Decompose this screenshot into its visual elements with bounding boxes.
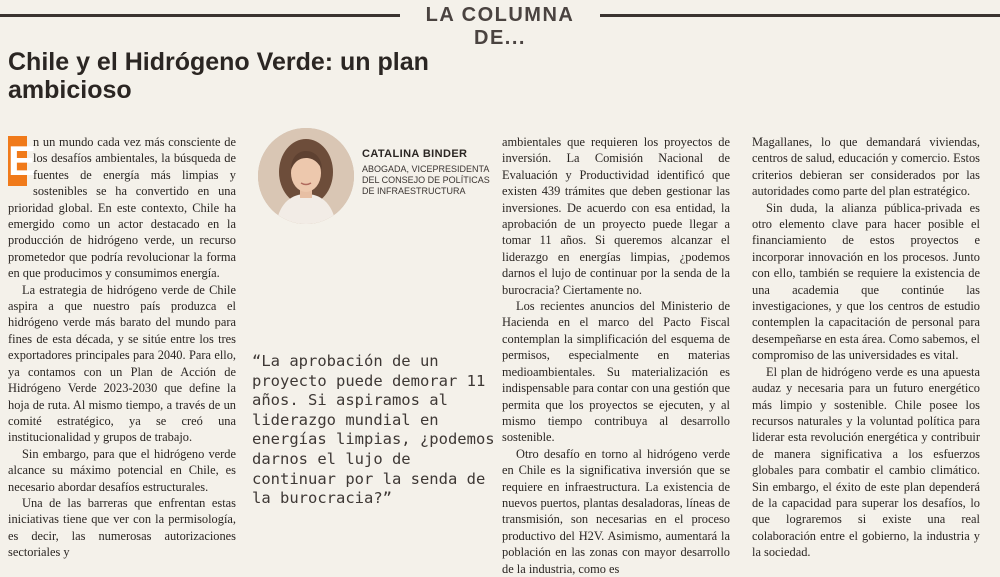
paragraph: Otro desafío en torno al hidrógeno verde en Chile es la significativa inversión que se requiere en infraestructura. La existencia de nuevos puertos, plantas desaladoras, líneas de transmisión, son necesarias en el proceso productivo del H2V. Asimismo, aumentará la población en las zonas con mayor desarrollo de la industria, como es [502,446,730,576]
paragraph-text: n un mundo cada vez más consciente de los desafíos ambientales, la búsqueda de fuentes de energía más limpias y sostenibles se ha convertido en una prioridad global. En este contexto, Chile ha emergido como un actor destacado en la producción de hidrógeno verde, un recurso prometedor que podría revolucionar la forma en que producimos y consumimos energía. [8,135,236,281]
section-label: LA COLUMNA DE... [425,4,575,49]
pull-quote: “La aprobación de un proyecto puede demorar 11 años. Si aspiramos al liderazgo mundial en energías limpias, ¿podemos darnos el lujo de continuar por la senda de la burocracia?” [252,352,495,508]
article-headline: Chile y el Hidrógeno Verde: un plan ambicioso [8,48,429,104]
section-rule-left [0,14,400,17]
paragraph: Magallanes, lo que demandará viviendas, centros de salud, educación y comercio. Estos criterios debieran ser considerados por las autoridades como parte del plan estratégico. [752,135,980,199]
author-portrait-image [258,128,354,224]
paragraph: La estrategia de hidrógeno verde de Chile aspira a que nuestro país produzca el hidrógeno verde más barato del mundo para fines de esta década, y se sitúe entre los tres exportadores principales para 2040. Para ello, ya contamos con un Plan de Acción de Hidrógeno Verde 2023-2030 que define la hoja de ruta. Al mismo tiempo, a través de un comité estratégico, ya se creó una institucionalidad y grupos de trabajo. [8,282,236,445]
paragraph: Los recientes anuncios del Ministerio de Hacienda en el marco del Pacto Fiscal contemplan la simplificación del esquema de permisos, especialmente en materias medioambientales. Su materialización es indispensable para contar con una gestión que permita que los proyectos se ejecuten, y al mismo tiempo contribuya al desarrollo sostenible. [502,299,730,445]
section-rule-right [600,14,1000,17]
paragraph [8,134,236,282]
dropcap: E [8,137,37,184]
author-role: ABOGADA, VICEPRESIDENTA DEL CONSEJO DE POLÍTICAS DE INFRAESTRUCTURA [362,164,490,196]
paragraph: El plan de hidrógeno verde es una apuesta audaz y necesaria para un futuro energético más limpio y sostenible. Chile posee los recursos naturales y la voluntad política para liderar esta revolución energética y contribuir de manera significativa a los esfuerzos globales para combatir el cambio climático. Sin embargo, el éxito de este plan dependerá de la capacidad para superar los desafíos, lo que lograremos si existe una real colaboración entre el gobierno, la industria y la sociedad. [752,364,980,560]
paragraph: Una de las barreras que enfrentan estas iniciativas tiene que ver con la permisología, es decir, las numerosas autorizaciones sectoriales y [8,495,236,560]
article-column-4 [752,134,980,561]
paragraph: Sin duda, la alianza pública-privada es otro elemento clave para hacer posible el financiamiento de estos proyectos e incorporar innovación en los procesos. Junto con ello, también se requiere la existencia de una academia que continúe las investigaciones, y que los centros de estudio contemplen la capacitación de personal para desempeñarse en esta área. Como sabemos, el compromiso de las universidades es vital. [752,200,980,363]
section-header [0,0,1000,49]
author-name: CATALINA BINDER [362,148,468,160]
paragraph: ambientales que requieren los proyectos de inversión. La Comisión Nacional de Evaluación y Productividad identificó que existen 439 trámites que deben gestionar las inversiones. De acuerdo con esa entidad, la aprobación de un proyecto puede llegar a tomar 11 años. Si queremos alcanzar el liderazgo en energías limpias, ¿podemos darnos el lujo de continuar por la senda de la burocracia? Ciertamente no. [502,135,730,297]
paragraph: Sin embargo, para que el hidrógeno verde alcance su máximo potencial en Chile, es necesario abordar desafíos estructurales. [8,446,236,494]
author-photo [258,128,354,224]
article-column-1 [8,134,236,561]
